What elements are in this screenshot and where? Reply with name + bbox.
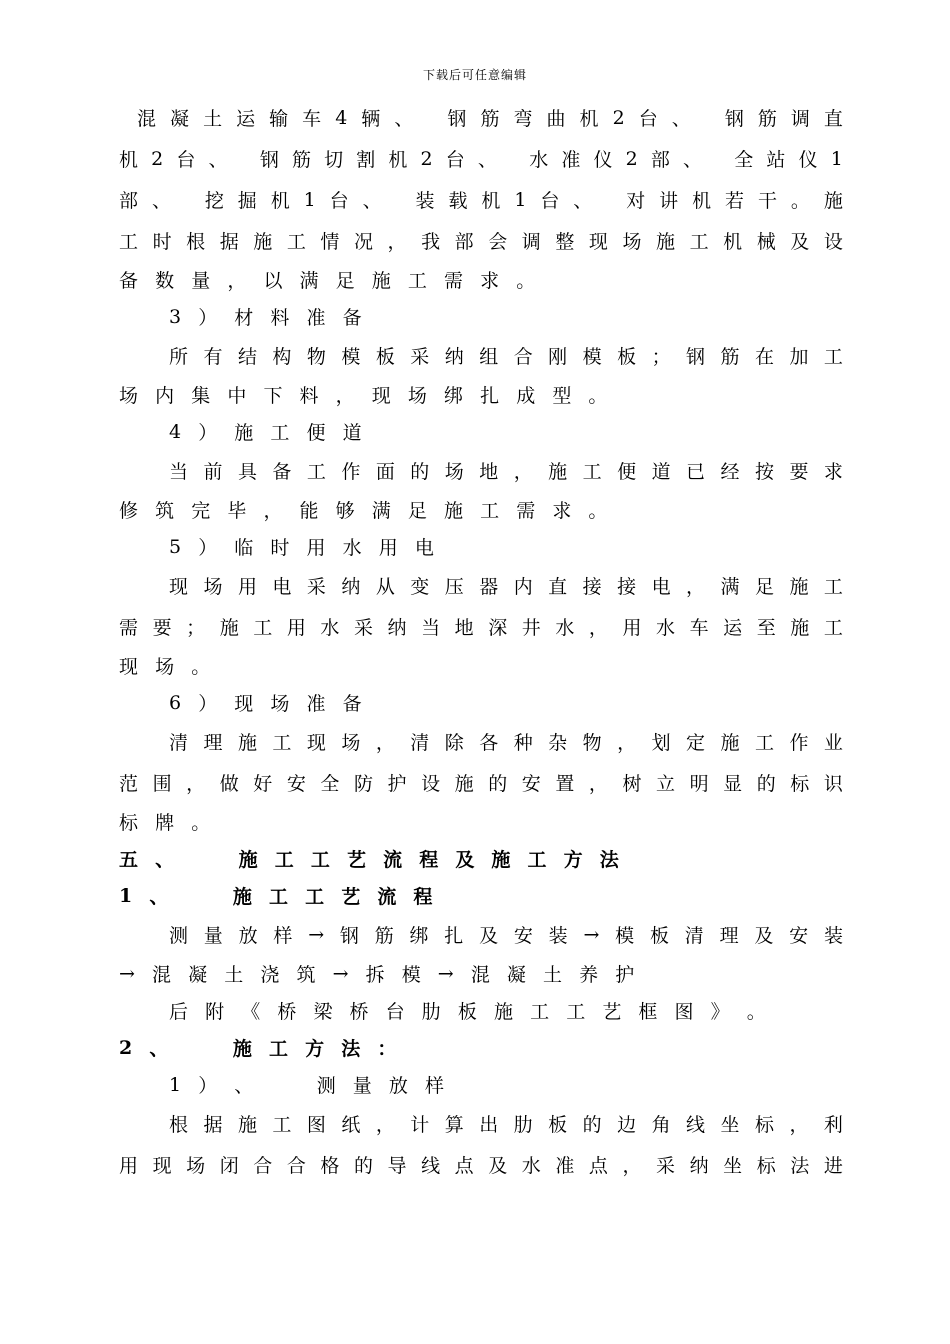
- text-line: 3 ） 材 料 准 备: [169, 305, 362, 329]
- text-line: 备 数 量 ， 以 满 足 施 工 需 求 。: [119, 270, 536, 292]
- document-body: [119, 97, 843, 1185]
- text-line: 2 、 施 工 方 法 ：: [119, 1036, 397, 1060]
- text-line: 根 据 施 工 图 纸 ， 计 算 出 肋 板 的 边 角 线 坐 标 ， 利: [169, 1114, 843, 1136]
- text-line: 混 凝 土 运 输 车 4 辆 、 钢 筋 弯 曲 机 2 台 、 钢 筋 调 直: [137, 106, 843, 130]
- text-line: 后 附 《 桥 梁 桥 台 肋 板 施 工 工 艺 框 图 》 。: [169, 1001, 766, 1023]
- text-line: 用 现 场 闭 合 合 格 的 导 线 点 及 水 准 点 ， 采 纳 坐 标 法 进: [119, 1155, 843, 1177]
- text-line: 五 、 施 工 工 艺 流 程 及 施 工 方 法: [119, 849, 619, 871]
- text-line: 需 要 ； 施 工 用 水 采 纳 当 地 深 井 水 ， 用 水 车 运 至 施 工: [119, 617, 843, 639]
- text-line: 5 ） 临 时 用 水 用 电: [169, 535, 434, 559]
- text-line: 范 围 ， 做 好 安 全 防 护 设 施 的 安 置 ， 树 立 明 显 的 标 识: [119, 773, 843, 795]
- text-line: 修 筑 完 毕 ， 能 够 满 足 施 工 需 求 。: [119, 500, 608, 522]
- text-line: 场 内 集 中 下 料 ， 现 场 绑 扎 成 型 。: [119, 385, 608, 407]
- text-line: 测 量 放 样 → 钢 筋 绑 扎 及 安 装 → 模 板 清 理 及 安 装: [169, 923, 843, 947]
- text-line: 当 前 具 备 工 作 面 的 场 地 ， 施 工 便 道 已 经 按 要 求: [169, 461, 843, 483]
- page-header: 下载后可任意编辑: [422, 68, 527, 82]
- text-line: 6 ） 现 场 准 备: [169, 691, 362, 715]
- text-line: 1 、 施 工 工 艺 流 程: [119, 884, 433, 908]
- text-line: 所 有 结 构 物 模 板 采 纳 组 合 刚 模 板 ； 钢 筋 在 加 工: [169, 346, 843, 368]
- text-line: 工 时 根 据 施 工 情 况 ， 我 部 会 调 整 现 场 施 工 机 械 及 设: [119, 231, 843, 253]
- text-line: 现 场 。: [119, 656, 211, 678]
- text-line: 机 2 台 、 钢 筋 切 割 机 2 台 、 水 准 仪 2 部 、 全 站 仪 1: [119, 147, 843, 171]
- text-line: → 混 凝 土 浇 筑 → 拆 模 → 混 凝 土 养 护: [119, 962, 635, 986]
- text-line: 清 理 施 工 现 场 ， 清 除 各 种 杂 物 ， 划 定 施 工 作 业: [169, 732, 843, 754]
- text-line: 现 场 用 电 采 纳 从 变 压 器 内 直 接 接 电 ， 满 足 施 工: [169, 576, 843, 598]
- text-line: 标 牌 。: [119, 812, 211, 834]
- text-line: 部 、 挖 掘 机 1 台 、 装 载 机 1 台 、 对 讲 机 若 干 。 施: [119, 188, 843, 212]
- text-line: 1 ） 、 测 量 放 样: [169, 1073, 445, 1097]
- text-line: 4 ） 施 工 便 道: [169, 420, 362, 444]
